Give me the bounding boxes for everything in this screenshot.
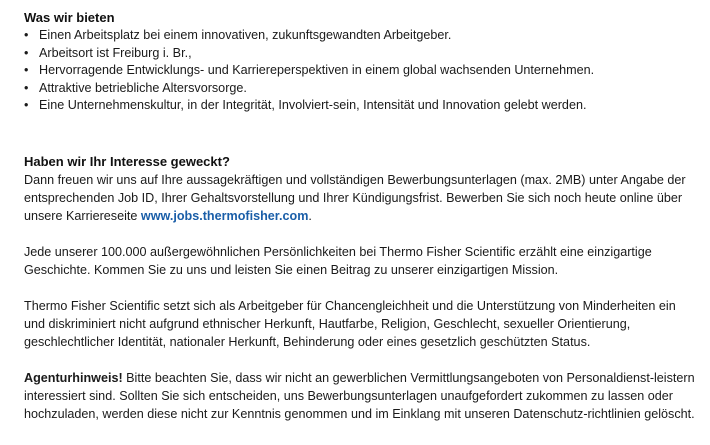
offer-item-text: Eine Unternehmenskultur, in der Integrität, Involviert-sein, Intensität und Innovation gelebt werden.	[39, 98, 587, 113]
bullet-icon: •	[24, 45, 29, 60]
list-item	[24, 62, 700, 80]
bullet-icon: •	[24, 28, 29, 42]
offer-item-text: Hervorragende Entwicklungs- und Karriereperspektiven in einem global wachsenden Unternehmen.	[39, 63, 595, 78]
agency-text: Bitte beachten Sie, dass wir nicht an gewerblichen Vermittlungsangeboten von Personaldienst-leistern interessiert sind. Sollten Sie sich entscheiden, uns Bewerbungsunterlagen unaufgefordert zukommen zu lassen oder hochzuladen, werden diese nicht zur Kenntnis genommen und im Einklang mit unseren Datenschutz-richtlinien gelöscht.	[24, 370, 695, 421]
offer-item-text: Attraktive betriebliche Altersvorsorge.	[39, 80, 247, 95]
interest-text: Dann freuen wir uns auf Ihre aussagekräftigen und vollständigen Bewerbungsunterlagen (max. 2MB) unter Angabe der entsprechenden Job ID, Ihrer Gehaltsvorstellung und Ihrer Kündigungsfrist. Bewerben Sie sich noch heute online über unsere Karriereseite	[24, 172, 686, 223]
job-posting-body	[24, 9, 700, 423]
interest-heading: Haben wir Ihr Interesse geweckt?	[24, 153, 230, 169]
careers-site-link[interactable]: www.jobs.thermofisher.com	[140, 208, 309, 223]
bullet-icon: •	[24, 98, 29, 113]
offer-list	[24, 27, 700, 115]
interest-text-end: .	[308, 208, 312, 223]
equality-paragraph: Thermo Fisher Scientific setzt sich als Arbeitgeber für Chancengleichheit und die Unterstützung von Minderheiten ein und diskriminiert nicht aufgrund ethnischer Herkunft, Hautfarbe, Religion, Geschlecht, sexueller Orientierung, geschlechtlicher Identität, nationaler Herkunft, Behinderung oder eines gesetzlich geschützten Status.	[24, 298, 676, 349]
interest-paragraph	[24, 171, 700, 225]
list-item	[24, 45, 700, 63]
agency-label: Agenturhinweis!	[24, 370, 123, 385]
list-item	[24, 97, 700, 115]
agency-paragraph	[24, 369, 700, 423]
bullet-icon: •	[24, 80, 29, 95]
bullet-icon: •	[24, 63, 29, 78]
list-item	[24, 27, 700, 45]
list-item	[24, 80, 700, 98]
offer-item-text: Einen Arbeitsplatz bei einem innovativen, zukunftsgewandten Arbeitgeber.	[39, 28, 452, 42]
offer-heading: Was wir bieten	[24, 10, 115, 25]
offer-item-text: Arbeitsort ist Freiburg i. Br.,	[39, 45, 192, 60]
story-paragraph: Jede unserer 100.000 außergewöhnlichen Persönlichkeiten bei Thermo Fisher Scientific erzählt eine einzigartige Geschichte. Kommen Sie zu uns und leisten Sie einen Beitrag zu unserer einzigartigen Mission.	[24, 244, 652, 277]
